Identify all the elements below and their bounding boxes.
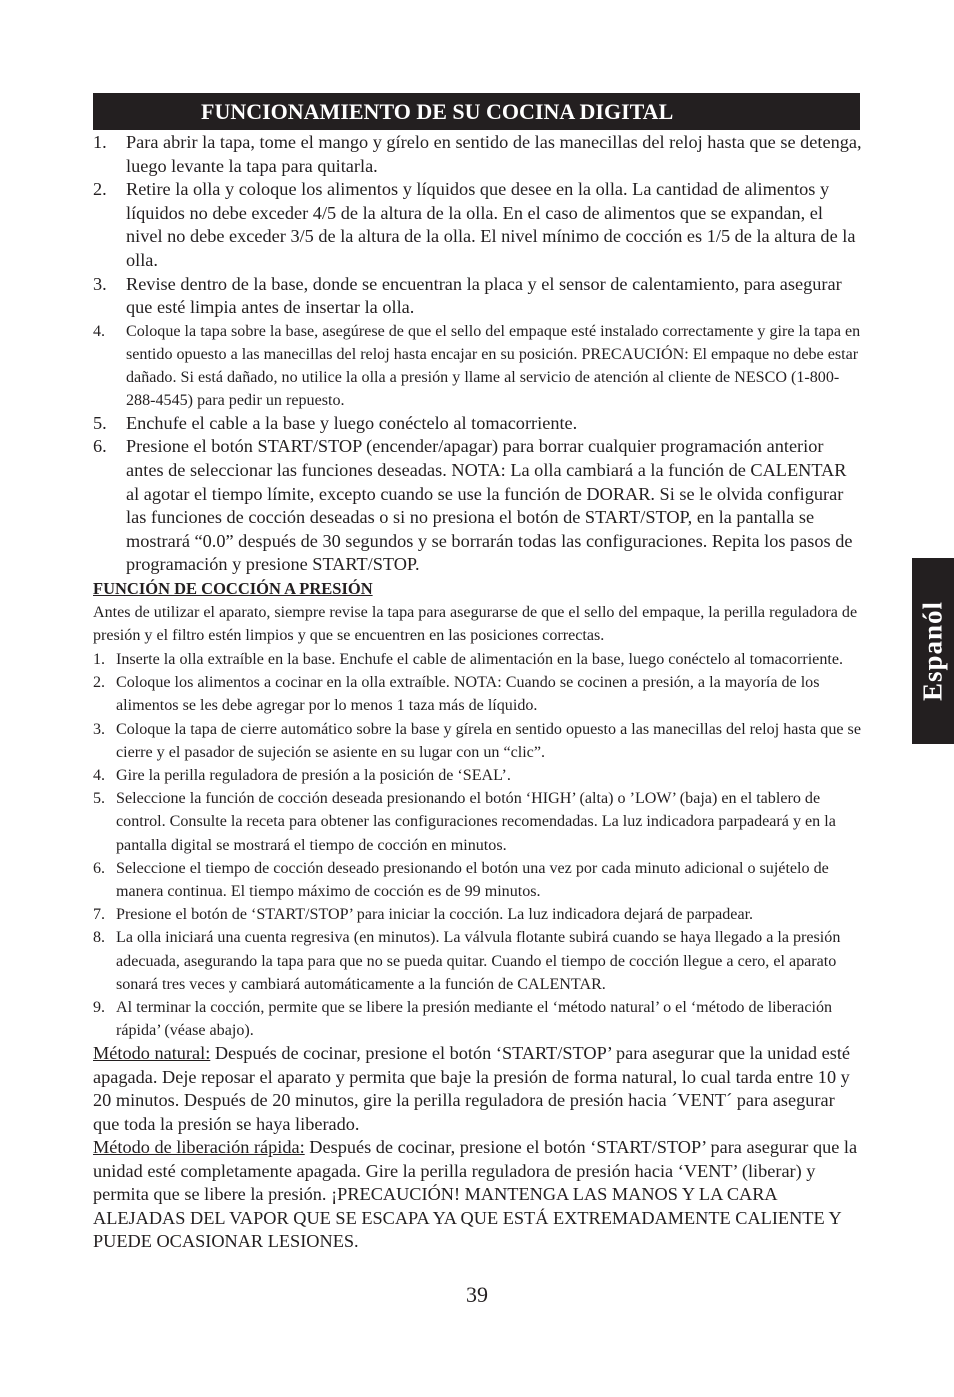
list-item: 6. Seleccione el tiempo de cocción deseado presionando el botón una vez por cada minuto adicional o sujételo de manera continua. El tiempo máximo de cocción es de 99 minutos.	[93, 859, 829, 900]
list-item: 2. Retire la olla y coloque los alimentos y líquidos que desee en la olla. La cantidad de alimentos y líquidos no debe exceder 4/5 de la altura de la olla. En el caso de alimentos que se expandan, el nivel no debe exceder 3/5 de la altura de la olla. El nivel mínimo de cocción es 1/5 de la altura de la olla.	[93, 179, 856, 270]
list-item: 1. Para abrir la tapa, tome el mango y gírelo en sentido de las manecillas del reloj hasta que se detenga, luego levante la tapa para quitarla.	[93, 132, 862, 176]
list-item: 5. Seleccione la función de cocción deseada presionando el botón ‘HIGH’ (alta) o ’LOW’ (baja) en el tablero de control. Consulte la receta para obtener las configuraciones recomendadas. La luz indicadora parpadeará y en la pantalla digital se mostrará el tiempo de cocción en minutos.	[93, 790, 836, 854]
section-title: FUNCIONAMIENTO DE SU COCINA DIGITAL	[201, 99, 674, 124]
language-tab	[912, 558, 954, 744]
list-item: 1. Inserte la olla extraíble en la base. Enchufe el cable de alimentación en la base, luego conéctelo al tomacorriente.	[93, 650, 844, 668]
natural-method-label: Método natural:	[93, 1043, 211, 1064]
list-item: 6. Presione el botón START/STOP (encender/apagar) para borrar cualquier programación anterior antes de seleccionar las funciones deseadas. NOTA: La olla cambiará a la función de CALENTAR al agotar el tiempo límite, excepto cuando se use la función de DORAR. Si se le olvida configurar las funciones de cocción deseadas o si no presiona el botón de START/STOP, en la pantalla se mostrará “0.0” después de 30 segundos y se borrarán todas las configuraciones. Repita los pasos de programación y presione START/STOP.	[93, 436, 853, 575]
list-item: 4. Coloque la tapa sobre la base, asegúrese de que el sello del empaque esté instalado correctamente y gire la tapa en sentido opuesto a las manecillas del reloj hasta encajar en su posición. PRECAUCIÓN: El empaque no debe estar dañado. Si está dañado, no utilice la olla a presión y llame al servicio de atención al cliente de NESCO (1-800-288-4545) para pedir un repuesto.	[93, 322, 861, 409]
language-label: Espanól	[917, 600, 948, 702]
quick-release-label: Método de liberación rápida:	[93, 1137, 305, 1158]
page-content	[93, 131, 863, 1254]
pressure-steps-list	[93, 648, 863, 1042]
quick-release-text: Después de cocinar, presione el botón ‘START/STOP’ para asegurar que la unidad esté completamente apagada. Gire la perilla reguladora de presión hacia ‘VENT’ (liberar) y permita que se libere la presión. ¡PRECAUCIÓN! MANTENGA LAS MANOS Y LA CARA ALEJADAS DEL VAPOR QUE SE ESCAPA YA QUE ESTÁ EXTREMADAMENTE CALIENTE Y PUEDE OCASIONAR LESIONES.	[93, 1137, 858, 1252]
operating-steps-list	[93, 131, 863, 577]
pressure-intro: Antes de utilizar el aparato, siempre revise la tapa para asegurarse de que el sello del empaque, la perilla reguladora de presión y el filtro estén limpios y que se encuentren en las posiciones correctas.	[93, 603, 858, 645]
list-item: 4. Gire la perilla reguladora de presión a la posición de ‘SEAL’.	[93, 766, 511, 784]
list-item: 7. Presione el botón de ‘START/STOP’ para iniciar la cocción. La luz indicadora dejará de parpadear.	[93, 906, 754, 924]
list-item: 8. La olla iniciará una cuenta regresiva (en minutos). La válvula flotante subirá cuando se haya llegado a la presión adecuada, asegurando la tapa para que no se pueda quitar. Cuando el tiempo de cocción llegue a cero, el aparato sonará tres veces y cambiará automáticamente a la función de CALENTAR.	[93, 929, 841, 993]
section-header	[93, 93, 860, 130]
pressure-section-title: FUNCIÓN DE COCCIÓN A PRESIÓN	[93, 578, 373, 598]
list-item: 5. Enchufe el cable a la base y luego conéctelo al tomacorriente.	[93, 412, 578, 433]
list-item: 3. Coloque la tapa de cierre automático sobre la base y gírela en sentido opuesto a las manecillas del reloj hasta que se cierre y el pasador de sujeción se asiente en su lugar con un “clic”.	[93, 720, 861, 761]
natural-method-text: Después de cocinar, presione el botón ‘START/STOP’ para asegurar que la unidad esté apagada. Deje reposar el aparato y permita que baje la presión de forma natural, lo cual tarda entre 10 y 20 minutos. Después de 20 minutos, gire la perilla reguladora de presión hacia ´VENT´ para asegurar que toda la presión se haya liberado.	[93, 1043, 851, 1134]
list-item: 2. Coloque los alimentos a cocinar en la olla extraíble. NOTA: Cuando se cocinen a presión, a la mayoría de los alimentos se les debe agregar por lo menos 1 taza más de líquido.	[93, 674, 820, 715]
natural-method-paragraph	[93, 1042, 863, 1136]
list-item: 3. Revise dentro de la base, donde se encuentran la placa y el sensor de calentamiento, para asegurar que esté limpia antes de insertar la olla.	[93, 273, 842, 318]
list-item: 9. Al terminar la cocción, permite que se libere la presión mediante el ‘método natural’ o el ‘método de liberación rápida’ (véase abajo).	[93, 998, 833, 1040]
page-number: 39	[466, 1282, 488, 1307]
quick-release-paragraph	[93, 1136, 863, 1254]
